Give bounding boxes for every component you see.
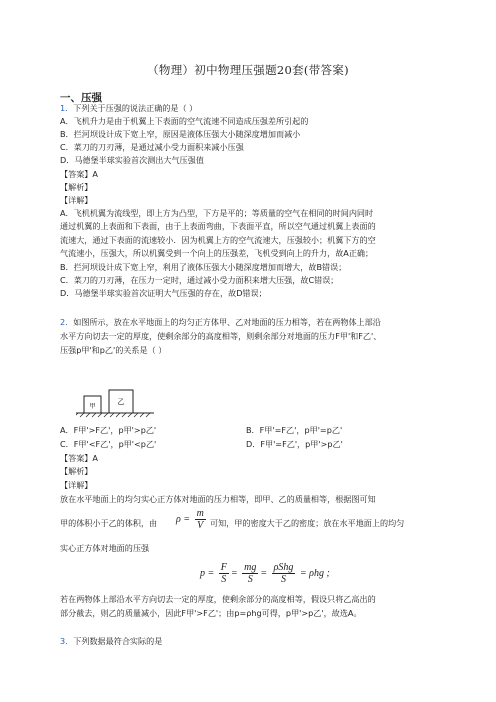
q2-explanation-2a: 甲的体积小于乙的体积，由 bbox=[60, 518, 158, 528]
frac3-num: ρShg bbox=[273, 562, 294, 573]
q1-option-c: C．菜刀的刀刃薄，是通过减小受力面积来减小压强 bbox=[60, 142, 244, 152]
density-numerator: m bbox=[196, 508, 204, 519]
pressure-frac-3 bbox=[272, 562, 296, 585]
q1-explanation-2: 通过机翼的上表面和下表面，由于上表面弯曲，下表面平直，所以空气通过机翼上表面的 bbox=[60, 221, 376, 231]
pressure-frac-1 bbox=[219, 562, 229, 585]
q1-stem-text: 下列关于压强的说法正确的是（ ） bbox=[73, 103, 198, 113]
q2-explanation-5: 若在两物体上部沿水平方向切去一定的厚度，使剩余部分的高度相等，假设只将乙高出的 bbox=[60, 594, 376, 604]
frac1-num: F bbox=[220, 562, 227, 573]
q2-option-b: B．F甲'=F乙'，p甲'=p乙' bbox=[246, 425, 343, 435]
frac2-den: S bbox=[247, 574, 253, 585]
q2-explanation-6: 部分截去，则乙的质量减小，因此F甲'>F乙'；由p=ρhg可得，p甲'>p乙'，故选A。 bbox=[60, 608, 362, 618]
frac2-num: mg bbox=[244, 562, 257, 573]
pressure-tail: = ρhg ; bbox=[299, 567, 330, 579]
q2-analysis-label: 【解析】 bbox=[60, 466, 93, 476]
density-fraction bbox=[195, 508, 206, 531]
q1-detail-label: 【详解】 bbox=[60, 195, 93, 205]
q1-number: 1． bbox=[60, 103, 74, 113]
q1-explanation-4: 气流速小，压强大，所以机翼受到一个向上的压强差，飞机受到向上的升力，故A正确； bbox=[60, 248, 374, 258]
page-title: （物理）初中物理压强题20套(带答案) bbox=[147, 63, 349, 77]
q2-detail-label: 【详解】 bbox=[60, 480, 93, 490]
section-heading: 一、压强 bbox=[60, 92, 102, 104]
q1-explanation-3: 流速大，通过下表面的流速较小．因为机翼上方的空气流速大，压强较小；机翼下方的空 bbox=[60, 235, 376, 245]
q1-answer: 【答案】A bbox=[60, 169, 98, 179]
density-formula bbox=[176, 508, 208, 531]
ground-hatch bbox=[76, 413, 150, 417]
q3-number: 3． bbox=[60, 636, 74, 646]
q1-analysis-label: 【解析】 bbox=[60, 182, 93, 192]
q2-stem-line-3: 压强p甲'和p乙'的关系是（ ） bbox=[60, 345, 167, 355]
pressure-lhs: p = bbox=[200, 567, 215, 579]
q2-number: 2． bbox=[60, 317, 74, 327]
q1-explanation-5: B．拦河坝设计成下宽上窄，利用了液体压强大小随深度增加而增大，故B错误； bbox=[60, 262, 347, 272]
q2-stem-line-1 bbox=[60, 318, 381, 326]
q1-explanation-7: D．马德堡半球实验首次证明大气压强的存在，故D错误； bbox=[60, 288, 267, 298]
frac1-den: S bbox=[221, 574, 227, 585]
density-formula-lhs: ρ = bbox=[176, 513, 191, 525]
q1-explanation-6: C．菜刀的刀刃薄，在压力一定时，通过减小受力面积来增大压强，故C错误； bbox=[60, 275, 339, 285]
q1-option-b: B．拦河坝设计成下宽上窄，原因是液体压强大小随深度增加而减小 bbox=[60, 129, 301, 139]
q1-option-d: D．马德堡半球实验首次测出大气压强值 bbox=[60, 155, 204, 165]
q1-stem bbox=[60, 104, 197, 112]
q2-explanation-1: 放在水平地面上的均匀实心正方体对地面的压力相等，即甲、乙的质量相等，根据图可知 bbox=[60, 494, 376, 504]
q3-stem bbox=[60, 637, 162, 645]
q2-explanation-2b: 可知，甲的密度大于乙的密度；放在水平地面上的均匀 bbox=[210, 518, 405, 528]
frac3-den: S bbox=[281, 574, 286, 585]
q1-explanation-1: A．飞机机翼为流线型，即上方为凸型，下方是平的；等质量的空气在相同的时间内同时 bbox=[60, 208, 374, 218]
q2-stem-line-2: 水平方向切去一定的厚度，使剩余部分的高度相等，则剩余部分对地面的压力F甲'和F乙'、 bbox=[60, 331, 382, 341]
q1-option-a: A．飞机升力是由于机翼上下表面的空气流速不同造成压强差所引起的 bbox=[60, 116, 309, 126]
pressure-frac-2 bbox=[242, 562, 258, 585]
q2-stem-text-1: 如图所示，放在水平地面上的均匀正方体甲、乙对地面的压力相等，若在两物体上部沿 bbox=[73, 317, 381, 327]
pressure-formula: p = $\frac{F}{S}$ = $\frac{mg}{S}$ = $\frac{\text{ρShg}}{S}$ = ρhg ; bbox=[200, 562, 330, 585]
density-denominator: V bbox=[197, 520, 204, 531]
q2-explanation-3: 实心正方体对地面的压强 bbox=[60, 543, 150, 553]
cubes-diagram bbox=[76, 389, 158, 423]
label-yi: 乙 bbox=[117, 398, 125, 406]
label-jia: 甲 bbox=[89, 403, 96, 410]
q2-answer: 【答案】A bbox=[60, 453, 98, 463]
q2-option-d: D．F甲'=F乙'，p甲'>p乙' bbox=[246, 439, 343, 449]
q3-stem-text: 下列数据最符合实际的是 bbox=[73, 636, 163, 646]
q2-option-c: C．F甲'<F乙'，p甲'<p乙' bbox=[60, 439, 157, 449]
q2-option-a: A．F甲'>F乙'，p甲'>p乙' bbox=[60, 425, 157, 435]
